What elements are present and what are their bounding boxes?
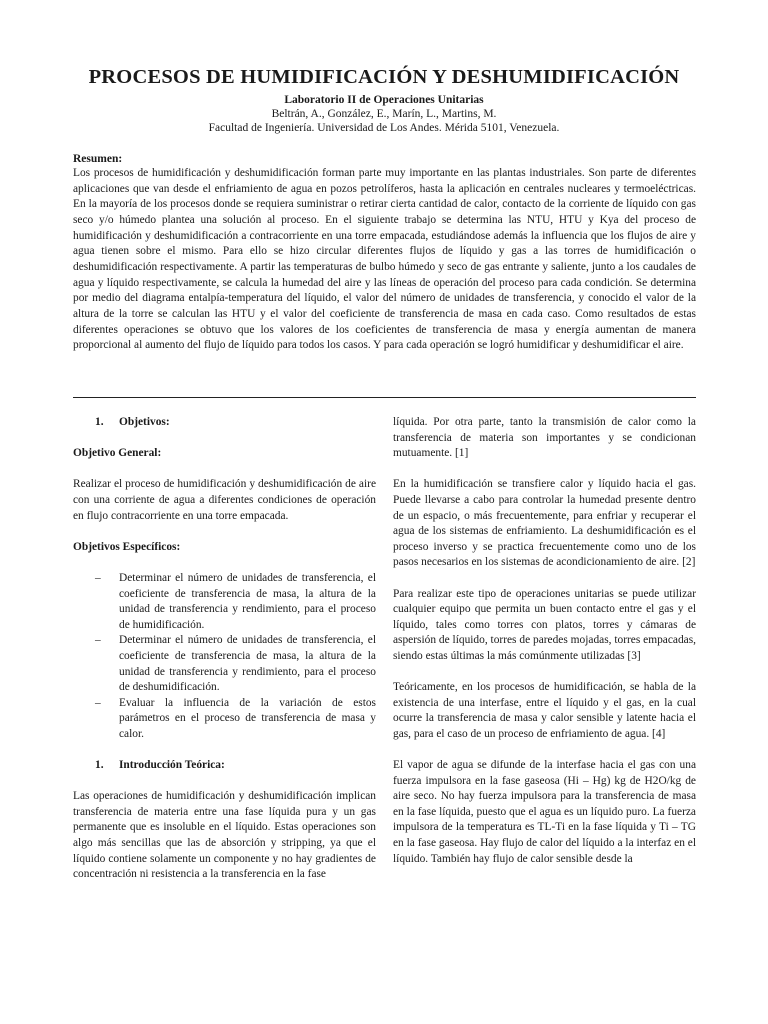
body-paragraph: líquida. Por otra parte, tanto la transmisión de calor como la transferencia de materia son importantes y se condicionan mutuamente. [1] (393, 416, 696, 460)
paper-subtitle: Laboratorio II de Operaciones Unitarias (284, 94, 484, 106)
section-number: 1. (95, 416, 104, 428)
bullet-dash: – (95, 571, 101, 584)
list-item (73, 633, 376, 695)
paper-authors: Beltrán, A., González, E., Marín, L., Martins, M. (271, 108, 497, 120)
abstract-text: Los procesos de humidificación y deshumidificación forman parte muy importante en las plantas industriales. Son parte de diferentes aplicaciones que van desde el enfriamiento de agua en pozos petrolíferos, hasta la aplicación en centrales nucleares y termoeléctricas. En la mayoría de los procesos donde se requiera suministrar o retirar cierta cantidad de calor, contacto de la corriente de líquido con gas seco y/o húmedo plantea una solución al proceso. En el siguiente trabajo se determina las NTU, HTU y Kya del proceso de humidificación y deshumidificación a contracorriente en una torre empacada, estudiándose además la influencia que los flujos de aire y agua tienen sobre el mismo. Para ello se hizo circular diferentes flujos de líquido y gas a las torres de humidificación o deshumidificación respectivamente. A partir las temperaturas de bulbo húmedo y seco de gas entrante y saliente, junto a los caudales de agua y líquido respectivamente, se calcula la humedad del aire y las líneas de operación del proceso para cada condición. Se determina por medio del diagrama entalpía-temperatura del líquido, el valor del número de unidades de transferencia, y conocido el valor de la altura de la torre se calculan las HTU y el valor del coeficiente de transferencia de masa en cada caso. Como resultados de estas diferentes operaciones se obtuvo que los valores de los coeficientes de transferencia de masa y energía aumentan de manera proporcional al aumento del flujo de líquido para todos los casos. Y para cada operación se logró humidificar y deshumidificar el aire. (73, 167, 696, 352)
right-column (393, 415, 696, 883)
list-item (73, 571, 376, 633)
intro-paragraph: Las operaciones de humidificación y deshumidificación implican transferencia de materia entre una fase líquida pura y un gas permanente que es insoluble en el líquido. Estas operaciones son algo más sencillas que las de absorción y stripping, ya que el líquido contiene solamente un componente y no hay gradientes de concentración ni resistencia a la transferencia en la fase (73, 790, 376, 881)
section-title: Objetivos: (119, 416, 170, 428)
objetivo-general-heading: Objetivo General: (73, 447, 162, 460)
body-paragraph: El vapor de agua se difunde de la interfase hacia el gas con una fuerza impulsora en la fase gaseosa (Hi – Hg) kg de H2O/kg de aire seco. No hay fuerza impulsora para la transferencia de masa en la fase líquida, puesto que el agua es un líquido puro. La fuerza impulsora de la temperatura es TL-Ti en la fase líquida y Ti – TG en la fase gaseosa. Hay flujo de calor del líquido a la interfaz en el líquido. También hay flujo de calor sensible desde la (393, 759, 696, 865)
section-title: Introducción Teórica: (119, 759, 225, 772)
bullet-dash: – (95, 634, 101, 647)
section-heading-objetivos (73, 415, 376, 431)
list-item-text: Determinar el número de unidades de transferencia, el coeficiente de transferencia de masa, la altura de la unidad de transferencia y rendimiento, para el proceso de humidificación. (119, 571, 376, 631)
abstract-heading: Resumen: (73, 153, 123, 165)
list-item (73, 696, 376, 743)
list-item-text: Evaluar la influencia de la variación de estos parámetros en el proceso de transferencia de masa y calor. (119, 696, 376, 740)
body-paragraph: En la humidificación se transfiere calor y líquido hacia el gas. Puede llevarse a cabo para controlar la humedad presente dentro de un espacio, o más frecuentemente, para enfriar y recuperar el agua de los sistemas de enfriamiento. La deshumidificación es el proceso inverso y se practica frecuentemente como uno de los pasos necesarios en los sistemas de acondicionamiento de aire. [2] (393, 478, 696, 569)
section-number: 1. (95, 759, 104, 772)
objetivo-general-text: Realizar el proceso de humidificación y deshumidificación de aire con una corriente de agua a diferentes condiciones de operación en flujo contracorriente en una torre empacada. (73, 478, 376, 522)
section-heading-introduccion (73, 758, 376, 774)
body-paragraph: Teóricamente, en los procesos de humidificación, se habla de la existencia de una interfase, entre el líquido y el gas, en la cual ocurre la transferencia de masa y calor sensible y latente hacia el gas, para el caso de un proceso de enfriamiento de agua. [4] (393, 681, 696, 740)
section-divider (73, 397, 696, 398)
bullet-dash: – (95, 696, 101, 709)
objetivos-especificos-list (73, 571, 376, 743)
body-paragraph: Para realizar este tipo de operaciones unitarias se puede utilizar cualquier equipo que permita un buen contacto entre el gas y el líquido, tales como torres con platos, torres y cámaras de aspersión de líquido, torres de paredes mojadas, torres empacadas, siendo estas últimas la más comúnmente utilizadas [3] (393, 587, 696, 662)
list-item-text: Determinar el número de unidades de transferencia, el coeficiente de transferencia de masa, la altura de la unidad de transferencia y rendimiento, para el proceso de deshumidificación. (119, 634, 376, 694)
left-column (73, 415, 376, 898)
paper-affiliation: Facultad de Ingeniería. Universidad de Los Andes. Mérida 5101, Venezuela. (208, 122, 560, 134)
paper-title: PROCESOS DE HUMIDIFICACIÓN Y DESHUMIDIFICACIÓN (88, 66, 680, 88)
objetivos-especificos-heading: Objetivos Específicos: (73, 540, 181, 553)
